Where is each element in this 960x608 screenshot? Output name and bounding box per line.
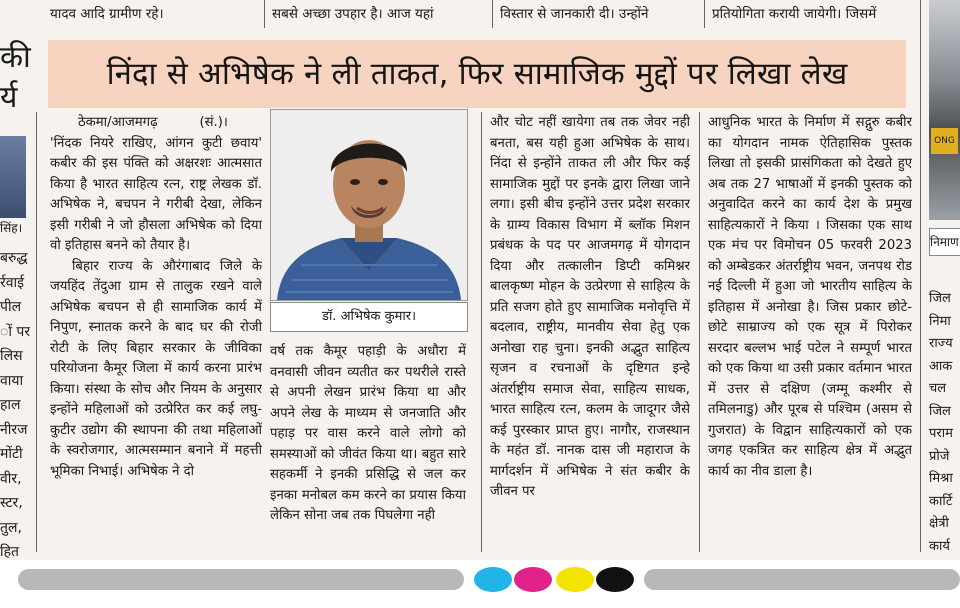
article-paragraph: 'निंदक नियरे राखिए, आंगन कुटी छवाय' कबीर की इस पंक्ति को अक्षरशः आत्मसात किया है भारत साहित्य रत्न, राष्ट्र लेखक डॉ. अभिषेक ने, बचपन ने गरीबी देखा, लेकिन इसी गरीबी ने जो हौसला अभिषेक को दिया वो इतिहास बनने को तैयार है। [50, 135, 262, 253]
author-portrait-illustration [271, 110, 467, 300]
article-column-1 [50, 113, 262, 553]
author-photo [270, 109, 468, 301]
article-paragraph: आधुनिक भारत के निर्माण में सद्गुरु कबीर का योगदान नामक ऐतिहासिक पुस्तक लिखा तो इसकी प्रासंगिकता को देखते हुए अब तक 27 भाषाओं में इनकी पुस्तक को अनुवादित करने का कार्य देश के प्रमुख साहित्यकारों ने किया । जिसका एक साथ एक मंच पर विमोचन 05 फरवरी 2023 को अम्बेडकर अंतर्राष्ट्रीय भवन, जनपथ रोड नई दिल्ली में हुआ जो भारतीय साहित्य के इतिहास में अनोखा है। जिस प्रकार छोटे-छोटे साम्राज्य को एक सूत्र में पिरोकर सरदार बल्लभ भाई पटेल ने सम्पूर्ण भारत को एक किया था उसी प्रकार वर्तमान भारत में उत्तर से दक्षिण (जम्मू कश्मीर से तमिलनाडु) और पूरब से पश्चिम (असम से गुजरात) के विद्वान साहित्यकारों को एक जगह एकत्रित कर साहित्य क्षेत्र में अद्भुत कार्य का नीव डाला है। [708, 115, 912, 479]
left-column-line: नीरज [0, 421, 28, 438]
top-strip-text-1: यादव आदि ग्रामीण रहे। [50, 6, 164, 22]
article-column-2 [270, 342, 466, 554]
right-column-fragment [929, 288, 960, 558]
right-column-line: चल [929, 381, 947, 396]
right-photo-caption: निमाण [929, 228, 960, 256]
article-paragraph: और चोट नहीं खायेगा तब तक जेवर नही बनता, बस यही हुआ अभिषेक के साथ। निंदा से इन्होंने ताकत ली और फिर कई सामाजिक मुद्दों पर इनके द्वारा लिखा जाने लगा। इसी बीच इन्होंने उत्तर प्रदेश सरकार के ग्राम्य विकास विभाग में ब्लॉक मिशन प्रबंधक के पद पर आजमगढ़ में योगदान दिया और तत्कालीन डिप्टी कमिश्नर बालकृष्ण मोहन के उत्प्रेरणा से साहित्य के प्रति सजग होते हुए सामाजिक मनोवृत्ति में बदलाव, राष्ट्रीय, मानवीय सेवा हेतु एक अनोखा राह चुना। इनकी अद्भुत साहित्य सृजन व रचनाओं के दृष्टिगत इन्हे अंतर्राष्ट्रीय समाज सेवा, साहित्य साधक, भारत साहित्य रत्न, कलम के जादूगर जैसे कई पुरस्कार प्राप्त हुए। नागौर, राजस्थान के महंत डॉ. नानक दास जी महाराज के मार्गदर्शन में अभिषेक ने संत कबीर के जीवन पर [490, 115, 690, 499]
registration-bar-left [18, 569, 464, 590]
right-column-line: निमा [929, 313, 951, 329]
right-column-line: पराम [929, 426, 953, 441]
left-column-line: ों पर [0, 323, 30, 340]
right-column-line: प्रोजे [929, 448, 950, 464]
right-column-line: कार्य [929, 538, 950, 554]
left-headline-fragment [0, 38, 32, 118]
magenta-registration-dot [514, 567, 552, 592]
left-photo-caption: सिंह। [0, 221, 23, 235]
left-column-line: पील [0, 299, 22, 315]
right-divider [920, 0, 921, 552]
left-column-line: बरुद्ध [0, 250, 28, 266]
dateline: ठेकमा/आजमगढ़ (सं.)। [78, 115, 228, 130]
black-registration-dot [596, 567, 634, 592]
left-column-fragment [0, 246, 30, 565]
left-column-line: हाल [0, 397, 21, 413]
left-column-line: वीर, [0, 470, 22, 487]
left-divider [36, 112, 37, 552]
top-divider [492, 0, 493, 28]
left-column-line: हित [0, 544, 20, 560]
left-headline-char: की [0, 40, 31, 75]
top-strip-text-2: सबसे अच्छा उपहार है। आज यहां [272, 6, 434, 22]
top-divider [704, 0, 705, 28]
right-photo-sign: ONG [931, 128, 958, 154]
right-column-line: आक [929, 358, 953, 374]
top-strip-text-3: विस्तार से जानकारी दी। उन्होंने [500, 6, 649, 22]
left-photo-fragment [0, 136, 26, 218]
photo-caption: डॉ. अभिषेक कुमार। [270, 302, 468, 332]
left-column-line: वाया [0, 372, 24, 389]
cyan-registration-dot [474, 567, 512, 592]
article-column-3 [490, 113, 690, 553]
left-column-line: र्रवाई [0, 274, 25, 291]
article-headline: निंदा से अभिषेक ने ली ताकत, फिर सामाजिक मुद्दों पर लिखा लेख [106, 56, 848, 92]
right-column-line: राज्य [929, 336, 953, 351]
left-column-line: स्टर, [0, 495, 23, 511]
left-headline-char: र्य [0, 80, 18, 115]
top-divider [264, 0, 265, 28]
right-photo-fragment [929, 0, 960, 220]
right-column-line: जिल [929, 291, 951, 306]
article-paragraph: वर्ष तक कैमूर पहाड़ी के अधौरा में वनवासी जीवन व्यतीत कर पथरीले रास्ते से अपनी लेखन प्रारंभ किया था और अपने लेख के माध्यम से जनजाति और पहाड़ पर वास करने वाले लोगो को समस्याओं को जीवंत किया था। बहुत सारे सहकर्मी ने इनकी प्रसिद्धि से जल कर इनका मनोबल कम करने का प्रयास किया लेकिन सोना जब तक पिघलेगा नही [270, 344, 466, 523]
yellow-registration-dot [556, 567, 594, 592]
column-divider [481, 112, 482, 552]
left-column-line: मोंटी [0, 446, 23, 462]
column-divider [699, 112, 700, 552]
left-column-line: लिस [0, 348, 23, 364]
article-column-4 [708, 113, 912, 553]
right-column-line: क्षेत्री [929, 516, 949, 531]
left-column-line: तुल, [0, 519, 22, 536]
top-strip-text-4: प्रतियोगिता करायी जायेगी। जिसमें [712, 6, 877, 22]
right-column-line: जिल [929, 403, 951, 419]
registration-bar-right [644, 569, 960, 590]
right-column-line: कार्टि [929, 493, 953, 509]
article-paragraph: बिहार राज्य के औरंगाबाद जिले के जयहिंद तेंदुआ ग्राम से तालुक रखने वाले अभिषेक बचपन से ही सामाजिक कार्य में निपुण, स्नातक करने के बाद घर की रोजी रोटी के लिए बिहार सरकार के जीविका परियोजना कैमूर जिला में कार्य करना प्रारंभ किया। संस्था के सोच और नियम के अनुसार इन्होंने महिलाओं को उत्प्रेरित कर कई लघु- कुटीर उद्योग की स्थापना की तथा महिलाओं के स्वरोजगार, आत्मसम्मान बनाने में महत्ती भूमिका निभाई। अभिषेक ने दो [50, 258, 262, 479]
right-column-line: मिश्रा [929, 471, 953, 486]
